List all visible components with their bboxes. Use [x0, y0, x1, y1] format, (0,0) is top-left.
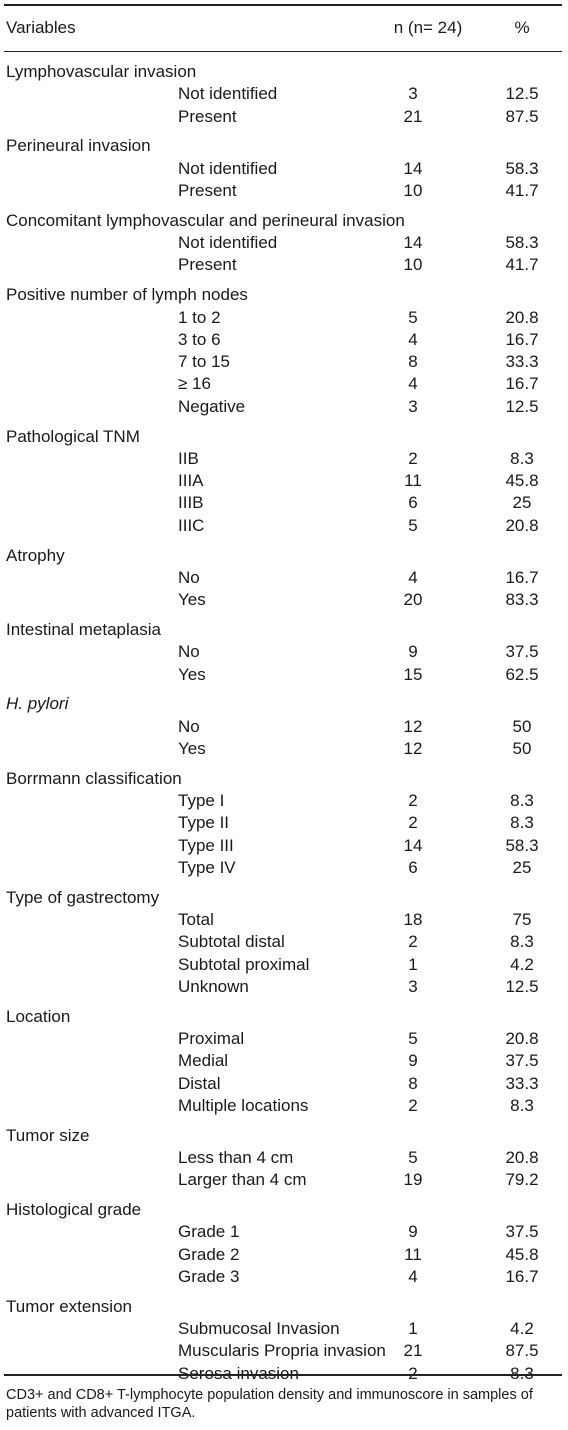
row-count: 1 — [408, 954, 418, 974]
row-percent: 12.5 — [505, 84, 539, 104]
row-percent: 4.2 — [510, 954, 534, 974]
header-variables: Variables — [6, 18, 76, 37]
row-count: 8 — [408, 352, 418, 372]
row-count: 12 — [403, 716, 423, 736]
row-percent: 16.7 — [505, 1267, 539, 1286]
row-percent: 4.2 — [510, 1319, 534, 1339]
group-title-row — [4, 619, 562, 641]
row-count: 4 — [408, 1267, 418, 1286]
row-label: IIIC — [178, 515, 205, 535]
row-label: Less than 4 cm — [178, 1148, 294, 1167]
row-percent: 25 — [512, 493, 532, 513]
row-percent: 87.5 — [505, 106, 539, 126]
row-label: Yes — [178, 590, 206, 610]
row-count: 21 — [403, 106, 423, 126]
row-percent: 58.3 — [505, 835, 539, 855]
row-count: 3 — [408, 976, 418, 996]
group-title: H. pylori — [6, 694, 69, 714]
table-row — [4, 1073, 562, 1095]
row-label: 1 to 2 — [178, 307, 221, 327]
row-count: 3 — [408, 396, 418, 416]
row-label: Not identified — [178, 233, 278, 253]
row-label: Type II — [178, 813, 230, 833]
row-label: Type IV — [178, 857, 236, 877]
row-label: ≥ 16 — [178, 374, 211, 394]
row-percent: 62.5 — [505, 664, 539, 684]
table-row — [4, 448, 562, 470]
row-count: 15 — [403, 664, 423, 684]
row-label: Negative — [178, 396, 246, 416]
row-percent: 45.8 — [505, 1244, 539, 1264]
group-title-row — [4, 887, 562, 909]
row-percent: 33.3 — [505, 1073, 539, 1093]
row-percent: 8.3 — [510, 448, 534, 468]
table-top-rule — [4, 4, 562, 6]
row-count: 9 — [408, 1222, 418, 1242]
row-percent: 33.3 — [505, 352, 539, 372]
row-count: 2 — [408, 791, 418, 810]
row-percent: 58.3 — [505, 158, 539, 178]
group-title: Pathological TNM — [6, 426, 140, 446]
row-count: 2 — [408, 1363, 418, 1383]
row-count: 19 — [403, 1170, 423, 1190]
group-title-row — [4, 210, 562, 232]
table-row — [4, 1318, 562, 1340]
row-label: Multiple locations — [178, 1095, 309, 1115]
table-row — [4, 106, 562, 128]
group-title-row — [4, 545, 562, 567]
row-label: Grade 2 — [178, 1244, 240, 1264]
row-count: 20 — [403, 590, 423, 610]
row-label: 3 to 6 — [178, 329, 221, 349]
row-label: No — [178, 567, 200, 587]
row-label: Type III — [178, 835, 234, 855]
row-count: 21 — [403, 1341, 423, 1361]
group-title: Atrophy — [6, 545, 65, 565]
group-title: Borrmann classification — [6, 768, 182, 788]
table-row — [4, 254, 562, 276]
group-title: Intestinal metaplasia — [6, 619, 161, 639]
table-row — [4, 716, 562, 738]
group-title-row — [4, 61, 562, 83]
table-row — [4, 976, 562, 998]
row-count: 14 — [403, 158, 423, 178]
row-label: 7 to 15 — [178, 352, 230, 372]
group-title: Concomitant lymphovascular and perineural invasion — [6, 210, 405, 230]
table-row — [4, 351, 562, 373]
group-title-row — [4, 426, 562, 448]
row-label: Not identified — [178, 84, 278, 104]
table-row — [4, 664, 562, 686]
table-row — [4, 232, 562, 254]
row-percent: 37.5 — [505, 1051, 539, 1071]
table-row — [4, 1028, 562, 1050]
table-row — [4, 180, 562, 202]
row-label: Serosa invasion — [178, 1363, 299, 1383]
row-label: Unknown — [178, 976, 249, 996]
row-count: 18 — [403, 910, 423, 929]
row-label: Submucosal Invasion — [178, 1319, 340, 1339]
table-row — [4, 1147, 562, 1169]
row-percent: 20.8 — [505, 1029, 539, 1048]
table-row — [4, 515, 562, 537]
row-percent: 37.5 — [505, 1222, 539, 1242]
row-percent: 16.7 — [505, 374, 539, 394]
row-percent: 50 — [512, 738, 532, 758]
group-title-row — [4, 768, 562, 790]
row-count: 6 — [408, 857, 418, 877]
header-percent: % — [514, 18, 530, 37]
row-label: Medial — [178, 1051, 229, 1071]
row-label: Subtotal distal — [178, 932, 285, 952]
table-row — [4, 1244, 562, 1266]
row-count: 8 — [408, 1073, 418, 1093]
table-row — [4, 1266, 562, 1288]
row-label: Distal — [178, 1073, 221, 1093]
row-label: Present — [178, 106, 237, 126]
row-count: 2 — [408, 932, 418, 952]
header-rule — [4, 51, 562, 52]
table-row — [4, 1340, 562, 1362]
row-count: 11 — [404, 1244, 422, 1264]
row-percent: 83.3 — [505, 590, 539, 610]
row-label: Total — [178, 910, 214, 929]
row-count: 14 — [403, 835, 423, 855]
group-title-row — [4, 693, 562, 715]
row-count: 4 — [408, 329, 418, 349]
group-title-row — [4, 135, 562, 157]
row-percent: 79.2 — [505, 1170, 539, 1190]
table-row — [4, 641, 562, 663]
row-percent: 20.8 — [505, 515, 539, 535]
row-count: 5 — [408, 515, 418, 535]
row-count: 10 — [403, 181, 423, 200]
row-label: Grade 3 — [178, 1267, 240, 1286]
row-label: Not identified — [178, 158, 278, 178]
row-percent: 75 — [512, 910, 532, 929]
table-row — [4, 329, 562, 351]
table-row — [4, 812, 562, 834]
group-title: Tumor size — [6, 1125, 90, 1145]
row-label: Proximal — [178, 1029, 245, 1048]
table-row — [4, 931, 562, 953]
row-count: 2 — [408, 448, 418, 468]
row-count: 11 — [404, 471, 422, 491]
row-count: 9 — [408, 1051, 418, 1071]
row-count: 3 — [408, 84, 418, 104]
row-count: 12 — [403, 738, 423, 758]
row-percent: 25 — [512, 857, 532, 877]
row-percent: 58.3 — [505, 233, 539, 253]
group-title: Lymphovascular invasion — [6, 62, 197, 81]
row-count: 2 — [408, 1095, 418, 1115]
group-title-row — [4, 1199, 562, 1221]
group-title-row — [4, 1006, 562, 1028]
table-row — [4, 470, 562, 492]
table-row — [4, 83, 562, 105]
table-row — [4, 589, 562, 611]
table-row — [4, 158, 562, 180]
row-percent: 16.7 — [505, 329, 539, 349]
row-percent: 12.5 — [505, 976, 539, 996]
table-header — [4, 14, 562, 42]
row-count: 5 — [408, 1029, 418, 1048]
row-label: Subtotal proximal — [178, 954, 310, 974]
row-percent: 8.3 — [510, 791, 534, 810]
row-percent: 8.3 — [510, 1095, 534, 1115]
row-label: Grade 1 — [178, 1222, 240, 1242]
row-label: IIIB — [178, 493, 204, 513]
row-percent: 87.5 — [505, 1341, 539, 1361]
table-caption: CD3+ and CD8+ T-lymphocyte population density and immunoscore in samples of patients with advanced ITGA. — [6, 1387, 533, 1421]
row-percent: 45.8 — [505, 471, 539, 491]
table-row — [4, 835, 562, 857]
row-percent: 50 — [512, 716, 532, 736]
group-title-row — [4, 1296, 562, 1318]
row-label: Present — [178, 255, 237, 275]
group-title: Tumor extension — [6, 1296, 132, 1316]
table-row — [4, 738, 562, 760]
row-percent: 41.7 — [505, 255, 539, 275]
row-percent: 16.7 — [505, 567, 539, 587]
table-row — [4, 373, 562, 395]
row-percent: 20.8 — [505, 1148, 539, 1167]
row-percent: 12.5 — [505, 396, 539, 416]
group-title: Perineural invasion — [6, 136, 151, 156]
table-row — [4, 790, 562, 812]
table-row — [4, 396, 562, 418]
row-count: 6 — [408, 493, 418, 513]
row-count: 10 — [403, 255, 423, 275]
row-percent: 20.8 — [505, 307, 539, 327]
group-title: Type of gastrectomy — [6, 887, 160, 907]
row-count: 14 — [403, 233, 423, 253]
table-row — [4, 1221, 562, 1243]
table-row — [4, 954, 562, 976]
row-percent: 8.3 — [510, 932, 534, 952]
table-bottom-rule — [4, 1374, 562, 1376]
row-count: 4 — [408, 567, 418, 587]
table-row — [4, 492, 562, 514]
row-label: Yes — [178, 738, 206, 758]
table-row — [4, 909, 562, 931]
table-row — [4, 857, 562, 879]
row-percent: 8.3 — [510, 813, 534, 833]
table-row — [4, 1169, 562, 1191]
table-row — [4, 1095, 562, 1117]
row-label: No — [178, 642, 200, 662]
row-count: 9 — [408, 642, 418, 662]
row-percent: 37.5 — [505, 642, 539, 662]
group-title: Histological grade — [6, 1200, 142, 1220]
row-label: No — [178, 716, 200, 736]
row-count: 5 — [408, 1148, 418, 1167]
row-count: 4 — [408, 374, 418, 394]
group-title-row — [4, 284, 562, 306]
table-row — [4, 1050, 562, 1072]
row-label: Present — [178, 181, 237, 200]
row-label: Yes — [178, 664, 206, 684]
row-label: IIIA — [178, 471, 204, 491]
row-label: Type I — [178, 791, 225, 810]
table-row — [4, 567, 562, 589]
header-n: n (n= 24) — [393, 18, 463, 37]
row-label: IIB — [178, 448, 199, 468]
row-count: 2 — [408, 813, 418, 833]
row-label: Larger than 4 cm — [178, 1170, 307, 1190]
row-label: Muscularis Propria invasion — [178, 1341, 386, 1361]
table-row — [4, 307, 562, 329]
row-count: 5 — [408, 307, 418, 327]
row-percent: 41.7 — [505, 181, 539, 200]
row-percent: 8.3 — [510, 1363, 534, 1383]
group-title-row — [4, 1125, 562, 1147]
group-title: Positive number of lymph nodes — [6, 285, 248, 305]
row-count: 1 — [408, 1319, 418, 1339]
group-title: Location — [6, 1006, 71, 1026]
